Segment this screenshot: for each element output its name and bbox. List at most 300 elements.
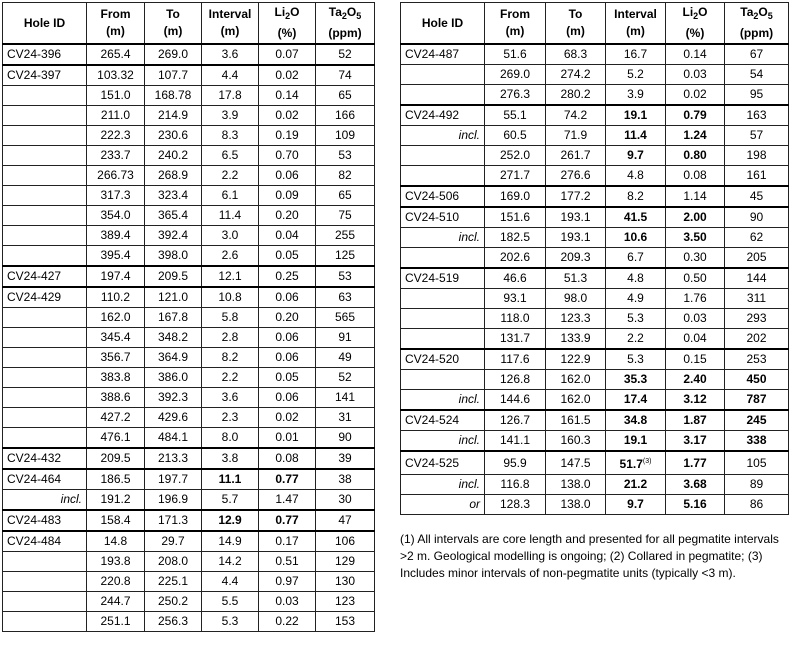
cell-value: 5.8 [221, 310, 239, 324]
cell-value: 118.0 [500, 311, 530, 325]
cell-value: 209.5 [100, 451, 131, 465]
cell-from [485, 65, 546, 85]
cell-value: 16.7 [623, 47, 648, 61]
table-row [401, 126, 789, 146]
cell-value: 98.0 [563, 291, 588, 305]
cell-value: 138.0 [560, 497, 591, 511]
cell-hole-id: CV24-524 [401, 410, 485, 431]
cell-value: 0.50 [683, 271, 707, 285]
cell-interval [606, 207, 666, 228]
cell-to [546, 228, 606, 248]
cell-value: 5.7 [221, 492, 239, 506]
cell-to [145, 448, 202, 469]
cell-hole-id: CV24-510 [401, 207, 485, 228]
table-row [401, 495, 789, 515]
table-body-left [3, 44, 375, 632]
cell-ta2o5 [316, 510, 375, 531]
cell-value: 116.8 [500, 477, 530, 491]
table-row [3, 388, 375, 408]
cell-hole-id: CV24-525 [401, 451, 485, 475]
cell-ta2o5 [725, 146, 789, 166]
cell-ta2o5 [725, 85, 789, 106]
cell-value: 392.3 [157, 390, 189, 404]
cell-value: 356.7 [100, 350, 131, 364]
cell-hole-id [3, 408, 87, 428]
cell-value: 169.0 [499, 189, 531, 203]
cell-from [87, 86, 145, 106]
cell-value: 5.2 [627, 67, 644, 81]
cell-to [546, 166, 606, 187]
cell-value: 386.0 [157, 370, 189, 384]
cell-value: 0.17 [275, 534, 299, 548]
cell-value: 11.4 [218, 208, 242, 222]
table-row [3, 328, 375, 348]
cell-value: 74 [338, 68, 352, 82]
cell-from [87, 146, 145, 166]
cell-ta2o5 [316, 572, 375, 592]
cell-value: 202.6 [499, 250, 531, 264]
cell-value: 45 [749, 189, 764, 203]
cell-to [145, 226, 202, 246]
cell-value: 90 [338, 430, 352, 444]
cell-value: 168.78 [154, 88, 192, 102]
cell-hole-id [401, 85, 485, 106]
cell-ta2o5 [316, 186, 375, 206]
cell-value: 276.6 [560, 168, 591, 182]
header-from: From (m) [485, 3, 546, 45]
cell-value: 0.04 [683, 331, 707, 345]
cell-from [87, 287, 145, 308]
table-row [401, 475, 789, 495]
cell-to [546, 44, 606, 65]
cell-from [485, 44, 546, 65]
cell-ta2o5 [725, 390, 789, 411]
cell-value: 62 [749, 230, 764, 244]
cell-ta2o5 [316, 287, 375, 308]
cell-hole-id [401, 248, 485, 269]
cell-li2o [666, 431, 725, 452]
cell-value: 0.06 [275, 350, 299, 364]
cell-value: 186.5 [100, 472, 131, 486]
cell-interval [202, 572, 259, 592]
cell-value: 293 [746, 311, 767, 325]
cell-hole-id: incl. [401, 228, 485, 248]
cell-value: 276.3 [499, 87, 531, 101]
cell-to [145, 490, 202, 511]
cell-value: 484.1 [157, 430, 189, 444]
cell-value: 93.1 [503, 291, 527, 305]
cell-value: 89 [749, 477, 764, 491]
cell-value: 0.05 [275, 370, 299, 384]
cell-value: 4.4 [221, 68, 239, 82]
cell-value: 0.08 [275, 451, 299, 465]
cell-li2o [259, 146, 316, 166]
cell-from [485, 248, 546, 269]
cell-ta2o5 [725, 228, 789, 248]
cell-value: 162.0 [560, 372, 591, 386]
table-row [3, 166, 375, 186]
cell-to [546, 85, 606, 106]
cell-value: 53 [338, 148, 352, 162]
cell-hole-id: CV24-520 [401, 349, 485, 370]
cell-value: 52 [338, 370, 352, 384]
cell-interval [202, 65, 259, 86]
cell-value: 3.6 [221, 390, 239, 404]
cell-li2o [666, 410, 725, 431]
cell-value: 51.3 [563, 271, 588, 285]
cell-li2o [259, 572, 316, 592]
cell-from [485, 228, 546, 248]
cell-ta2o5 [316, 86, 375, 106]
cell-value: 450 [746, 372, 767, 386]
table-row [401, 431, 789, 452]
cell-value: 151.0 [100, 88, 131, 102]
cell-value: 6.1 [221, 188, 239, 202]
cell-value: 348.2 [157, 330, 189, 344]
cell-ta2o5 [316, 388, 375, 408]
cell-value: 2.6 [221, 248, 239, 262]
cell-ta2o5 [316, 146, 375, 166]
cell-to [546, 186, 606, 207]
cell-value: 39 [338, 451, 352, 465]
cell-value: 91 [338, 330, 352, 344]
cell-value: 0.06 [275, 168, 299, 182]
cell-ta2o5 [316, 106, 375, 126]
cell-hole-id [3, 206, 87, 226]
cell-value: 0.03 [275, 594, 299, 608]
cell-value: 4.8 [627, 271, 644, 285]
cell-from [87, 448, 145, 469]
cell-value: 2.2 [627, 331, 644, 345]
cell-value: 2.40 [683, 372, 707, 386]
cell-interval [606, 146, 666, 166]
cell-from [87, 531, 145, 552]
cell-from [87, 328, 145, 348]
cell-to [145, 246, 202, 267]
cell-ta2o5 [316, 44, 375, 65]
cell-value: 265.4 [100, 47, 131, 61]
cell-hole-id [3, 308, 87, 328]
cell-value: 167.8 [157, 310, 189, 324]
cell-value: 0.06 [275, 290, 299, 304]
cell-value: 0.02 [275, 410, 299, 424]
cell-value: 106 [334, 534, 356, 548]
cell-value: 0.80 [683, 148, 707, 162]
cell-value: 427.2 [100, 410, 131, 424]
cell-value: 8.0 [221, 430, 239, 444]
cell-value: 3.50 [683, 230, 707, 244]
cell-value: 9.7 [627, 497, 644, 511]
cell-value: 162.0 [560, 392, 591, 406]
cell-interval [606, 495, 666, 515]
cell-to [546, 65, 606, 85]
cell-value: 19.1 [623, 433, 648, 447]
header-hole-id: Hole ID [3, 3, 87, 45]
cell-hole-id [401, 370, 485, 390]
cell-value: 245 [746, 413, 767, 427]
cell-li2o [666, 207, 725, 228]
cell-hole-id: incl. [401, 431, 485, 452]
cell-interval [202, 166, 259, 186]
cell-interval [202, 106, 259, 126]
cell-value: 0.02 [683, 87, 707, 101]
cell-value: 55.1 [503, 108, 527, 122]
cell-li2o [259, 166, 316, 186]
cell-value: 268.9 [157, 168, 189, 182]
cell-ta2o5 [316, 428, 375, 449]
cell-hole-id [401, 289, 485, 309]
cell-hole-id: CV24-484 [3, 531, 87, 552]
cell-to [145, 368, 202, 388]
cell-from [87, 308, 145, 328]
cell-hole-id [401, 329, 485, 350]
cell-from [87, 44, 145, 65]
cell-value: 208.0 [157, 554, 189, 568]
cell-value: 121.0 [157, 290, 189, 304]
cell-value: 252.0 [499, 148, 531, 162]
table-row [401, 146, 789, 166]
cell-hole-id [3, 86, 87, 106]
table-row [401, 248, 789, 269]
cell-interval [202, 287, 259, 308]
cell-value: 49 [338, 350, 352, 364]
cell-value: 269.0 [157, 47, 189, 61]
cell-li2o [259, 308, 316, 328]
cell-interval [606, 410, 666, 431]
cell-li2o [259, 126, 316, 146]
cell-hole-id [3, 552, 87, 572]
cell-value: 123.3 [560, 311, 591, 325]
cell-value: 2.3 [221, 410, 239, 424]
cell-value: 71.9 [563, 128, 588, 142]
cell-value: 133.9 [560, 331, 591, 345]
cell-value: 126.7 [499, 413, 531, 427]
cell-li2o [259, 612, 316, 632]
cell-to [145, 510, 202, 531]
cell-value: 213.3 [157, 451, 189, 465]
cell-li2o [666, 475, 725, 495]
cell-from [485, 390, 546, 411]
header-hole-id: Hole ID [401, 3, 485, 45]
cell-value: 0.51 [275, 554, 299, 568]
header-li2o: $Li_2O$ (%) [259, 3, 316, 45]
cell-li2o [666, 329, 725, 350]
cell-value: 5.5 [221, 594, 239, 608]
cell-from [87, 126, 145, 146]
table-row [401, 228, 789, 248]
cell-value: 147.5 [560, 455, 591, 470]
cell-to [546, 475, 606, 495]
drill-results-table-right [400, 2, 789, 515]
cell-value: 125 [334, 248, 356, 262]
cell-hole-id: CV24-397 [3, 65, 87, 86]
cell-interval [606, 44, 666, 65]
cell-li2o [259, 448, 316, 469]
cell-interval [606, 105, 666, 126]
table-row [3, 146, 375, 166]
cell-li2o [259, 206, 316, 226]
cell-ta2o5 [316, 65, 375, 86]
cell-li2o [259, 287, 316, 308]
cell-value: 57 [749, 128, 764, 142]
cell-value: 395.4 [100, 248, 131, 262]
cell-interval [202, 308, 259, 328]
cell-ta2o5 [725, 44, 789, 65]
cell-from [485, 126, 546, 146]
cell-to [145, 408, 202, 428]
cell-hole-id [3, 328, 87, 348]
cell-from [87, 106, 145, 126]
cell-interval [606, 475, 666, 495]
cell-ta2o5 [316, 126, 375, 146]
cell-value: 565 [334, 310, 356, 324]
cell-interval [606, 451, 666, 475]
cell-value: 182.5 [499, 230, 531, 244]
cell-value: 122.9 [560, 352, 591, 366]
cell-value: 214.9 [157, 108, 189, 122]
cell-value: 0.01 [275, 430, 299, 444]
cell-li2o [666, 268, 725, 289]
table-row [401, 349, 789, 370]
cell-hole-id: CV24-396 [3, 44, 87, 65]
cell-value: 193.8 [100, 554, 131, 568]
cell-interval [202, 510, 259, 531]
cell-value: 10.6 [623, 230, 648, 244]
cell-ta2o5 [316, 592, 375, 612]
table-row [3, 226, 375, 246]
cell-interval [606, 85, 666, 106]
cell-from [87, 65, 145, 86]
cell-value: 274.2 [560, 67, 591, 81]
cell-hole-id [3, 226, 87, 246]
cell-value: 2.8 [221, 330, 239, 344]
cell-value: 266.73 [97, 168, 134, 182]
cell-from [485, 431, 546, 452]
cell-value: 29.7 [161, 534, 185, 548]
cell-value: 129 [334, 554, 356, 568]
table-row [401, 85, 789, 106]
cell-value: 251.1 [100, 614, 131, 628]
cell-from [87, 612, 145, 632]
cell-value: 193.1 [560, 230, 591, 244]
drill-results-table-left [2, 2, 375, 632]
header-li2o: $Li_2O$ (%) [666, 3, 725, 45]
header-ta2o5: $Ta_2O_5$ (ppm) [725, 3, 789, 45]
cell-value: 364.9 [157, 350, 189, 364]
cell-to [546, 410, 606, 431]
cell-value: 8.3 [221, 128, 239, 142]
table-row [3, 592, 375, 612]
cell-value: 12.1 [218, 269, 242, 283]
cell-value: 1.77 [683, 455, 707, 470]
cell-from [485, 166, 546, 187]
cell-li2o [666, 451, 725, 475]
cell-value: 3.0 [221, 228, 239, 242]
cell-value: 1.76 [683, 291, 707, 305]
cell-value: 163 [746, 108, 767, 122]
cell-to [546, 370, 606, 390]
table-row [3, 612, 375, 632]
cell-li2o [259, 510, 316, 531]
cell-to [145, 531, 202, 552]
cell-value: 0.70 [275, 148, 299, 162]
cell-value: 230.6 [157, 128, 189, 142]
cell-hole-id: CV24-427 [3, 266, 87, 287]
cell-li2o [666, 65, 725, 85]
cell-interval [606, 309, 666, 329]
cell-from [485, 410, 546, 431]
cell-to [546, 390, 606, 411]
cell-ta2o5 [725, 289, 789, 309]
cell-value: 0.09 [275, 188, 299, 202]
cell-hole-id: incl. [401, 390, 485, 411]
cell-from [485, 207, 546, 228]
cell-value: 6.7 [627, 250, 644, 264]
cell-ta2o5 [725, 495, 789, 515]
cell-li2o [666, 289, 725, 309]
cell-li2o [666, 370, 725, 390]
cell-li2o [259, 65, 316, 86]
cell-value: 0.22 [275, 614, 299, 628]
cell-value: 429.6 [157, 410, 189, 424]
cell-to [145, 348, 202, 368]
cell-value: 323.4 [157, 188, 189, 202]
cell-to [145, 86, 202, 106]
cell-ta2o5 [725, 268, 789, 289]
footnote-marker: (3) [642, 458, 652, 465]
cell-value: 392.4 [157, 228, 189, 242]
cell-from [485, 370, 546, 390]
cell-li2o [666, 166, 725, 187]
cell-ta2o5 [725, 248, 789, 269]
cell-value: 197.7 [157, 472, 189, 486]
cell-value: 4.4 [221, 574, 239, 588]
cell-value: 198 [746, 148, 767, 162]
cell-to [145, 146, 202, 166]
table-row [3, 531, 375, 552]
cell-interval [606, 431, 666, 452]
cell-li2o [259, 531, 316, 552]
cell-value: 787 [746, 392, 767, 406]
cell-value: 12.9 [218, 513, 242, 527]
cell-value: 17.4 [623, 392, 648, 406]
cell-value: 86 [749, 497, 764, 511]
cell-li2o [259, 552, 316, 572]
cell-interval [202, 531, 259, 552]
cell-value: 34.8 [623, 413, 648, 427]
cell-value: 51.6 [503, 47, 527, 61]
cell-from [485, 268, 546, 289]
cell-hole-id [3, 246, 87, 267]
cell-ta2o5 [316, 266, 375, 287]
cell-from [87, 552, 145, 572]
header-interval: Interval (m) [202, 3, 259, 45]
cell-to [546, 349, 606, 370]
cell-value: 123 [334, 594, 356, 608]
cell-value: 253 [746, 352, 767, 366]
cell-ta2o5 [316, 226, 375, 246]
cell-to [145, 328, 202, 348]
cell-value: 162.0 [100, 310, 131, 324]
cell-value: 0.07 [275, 47, 299, 61]
table-row [3, 572, 375, 592]
cell-ta2o5 [316, 552, 375, 572]
cell-li2o [666, 349, 725, 370]
cell-to [145, 166, 202, 186]
cell-to [145, 308, 202, 328]
table-row [3, 206, 375, 226]
cell-interval [606, 126, 666, 146]
